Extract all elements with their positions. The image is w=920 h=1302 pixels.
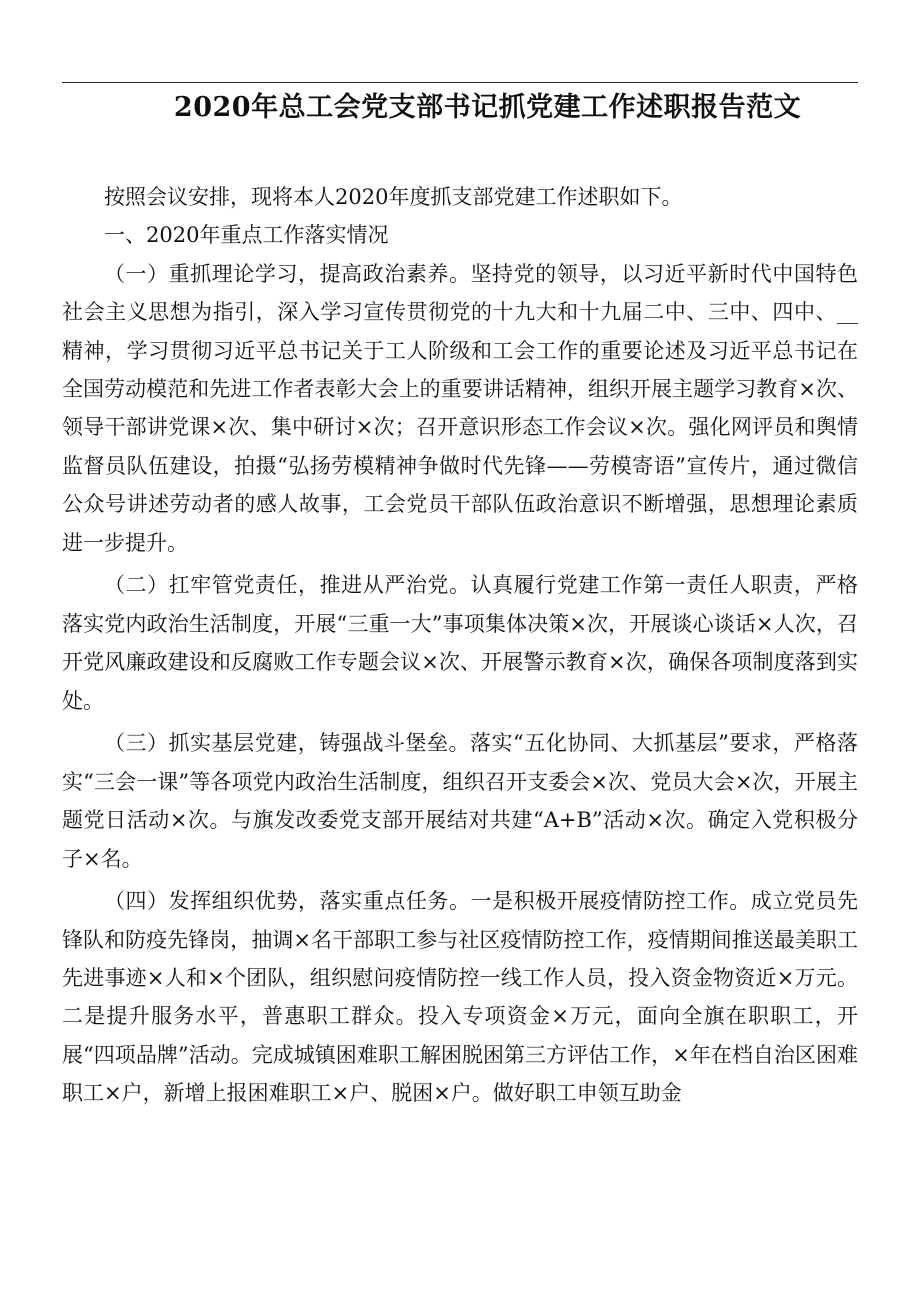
body-paragraph-key-tasks: （四）发挥组织优势，落实重点任务。一是积极开展疫情防控工作。成立党员先锋队和防疫先锋岗，抽调×名干部职工参与社区疫情防控工作，疫情期间推送最美职工先进事迹×人和×个团队，组织慰问疫情防控一线工作人员，投入资金物资近×万元。二是提升服务水平，普惠职工群众。投入专项资金×万元，面向全旗在职职工，开展“四项品牌”活动。完成城镇困难职工解困脱困第三方评估工作，×年在档自治区困难职工×户，新增上报困难职工×户、脱困×户。做好职工申领互助金 [62, 889, 858, 1106]
body-paragraph-grassroots-building: （三）抓实基层党建，铸强战斗堡垒。落实“五化协同、大抓基层”要求，严格落实“三会一课”等各项党内政治生活制度，组织召开支委会×次、党员大会×次，开展主题党日活动×次。与旗发改委党支部开展结对共建“A+B”活动×次。确定入党积极分子×名。 [62, 731, 858, 871]
header-rule [62, 82, 858, 83]
section-heading-1: 一、2020年重点工作落实情况 [104, 223, 389, 248]
body-paragraph-party-responsibility: （二）扛牢管党责任，推进从严治党。认真履行党建工作第一责任人职责，严格落实党内政治生活制度，开展“三重一大”事项集体决策×次，开展谈心谈话×人次，召开党风廉政建设和反腐败工作专题会议×次、开展警示教育×次，确保各项制度落到实处。 [62, 573, 858, 713]
body-paragraph-theory-study: （一）重抓理论学习，提高政治素养。坚持党的领导，以习近平新时代中国特色社会主义思想为指引，深入学习宣传贯彻党的十九大和十九届二中、三中、四中、__精神，学习贯彻习近平总书记关于工人阶级和工会工作的重要论述及习近平总书记在全国劳动模范和先进工作者表彰大会上的重要讲话精神，组织开展主题学习教育×次、领导干部讲党课×次、集中研讨×次；召开意识形态工作会议×次。强化网评员和舆情监督员队伍建设，拍摄“弘扬劳模精神争做时代先锋——劳模寄语”宣传片，通过微信公众号讲述劳动者的感人故事，工会党员干部队伍政治意识不断增强，思想理论素质进一步提升。 [62, 261, 858, 555]
document-body [62, 178, 858, 1117]
document-title: 2020年总工会党支部书记抓党建工作述职报告范文 [173, 92, 802, 123]
intro-paragraph: 按照会议安排，现将本人2020年度抓支部党建工作述职如下。 [104, 185, 683, 209]
